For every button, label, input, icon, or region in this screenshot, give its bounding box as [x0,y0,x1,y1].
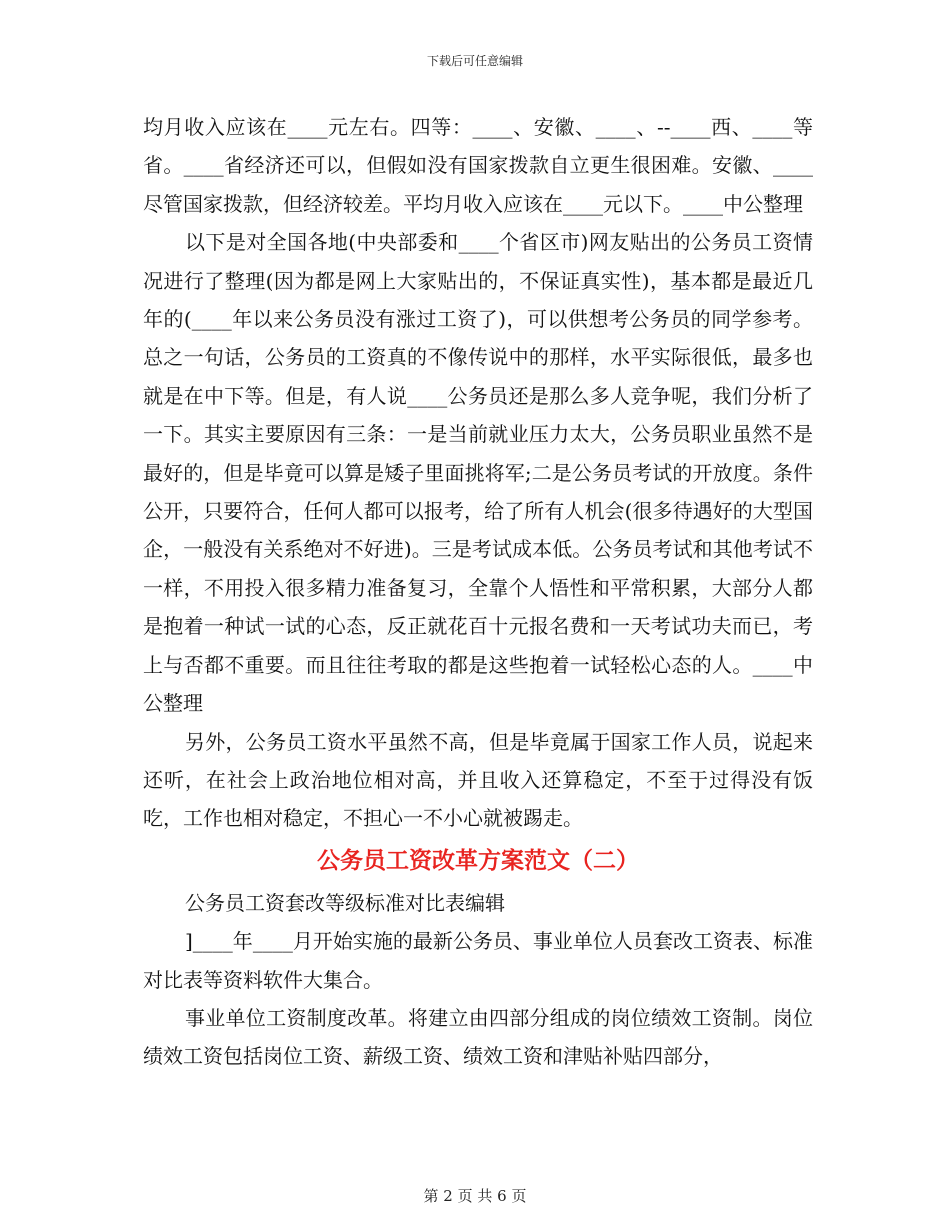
paragraph-continuation: 均月收入应该在____元左右。四等：____、安徽、____、--____西、____等省。____省经济还可以，但假如没有国家拨款自立更生很困难。安徽、____尽管国家拨款，但经济较差。平均月收入应该在____元以下。____中公整理 [143,115,813,216]
paragraph-additional-notes: 另外，公务员工资水平虽然不高，但是毕竟属于国家工作人员，说起来还听，在社会上政治地位相对高，并且收入还算稳定，不至于过得没有饭吃，工作也相对稳定，不担心一不小心就被踢走。 [143,729,813,831]
page-header: 下载后可任意编辑 [426,54,523,68]
paragraph-reform-description: 事业单位工资制度改革。将建立由四部分组成的岗位绩效工资制。岗位绩效工资包括岗位工资、薪级工资、绩效工资和津贴补贴四部分， [143,1005,813,1069]
page-footer: 第 2 页 共 6 页 [423,1187,527,1205]
document-body [143,108,813,1076]
paragraph-comparison-table-heading: 公务员工资套改等级标准对比表编辑 [185,890,505,915]
section-title: 公务员工资改革方案范文（二） [317,846,639,874]
paragraph-implementation-date: ]____年____月开始实施的最新公务员、事业单位人员套改工资表、标准对比表等资料软件大集合。 [143,929,813,992]
paragraph-salary-summary: 以下是对全国各地(中央部委和____个省区市)网友贴出的公务员工资情况进行了整理(因为都是网上大家贴出的，不保证真实性)，基本都是最近几年的(____年以来公务员没有涨过工资了)，可以供想考公务员的同学参考。总之一句话，公务员的工资真的不像传说中的那样，水平实际很低，最多也就是在中下等。但是，有人说____公务员还是那么多人竞争呢，我们分析了一下。其实主要原因有三条：一是当前就业压力太大，公务员职业虽然不是最好的，但是毕竟可以算是矮子里面挑将军;二是公务员考试的开放度。条件公开，只要符合，任何人都可以报考，给了所有人机会(很多待遇好的大型国企，一般没有关系绝对不好进)。三是考试成本低。公务员考试和其他考试不一样，不用投入很多精力准备复习，全靠个人悟性和平常积累，大部分人都是抱着一种试一试的心态，反正就花百十元报名费和一天考试功夫而已，考上与否都不重要。而且往往考取的都是这些抱着一试轻松心态的人。____中公整理 [143,230,813,716]
